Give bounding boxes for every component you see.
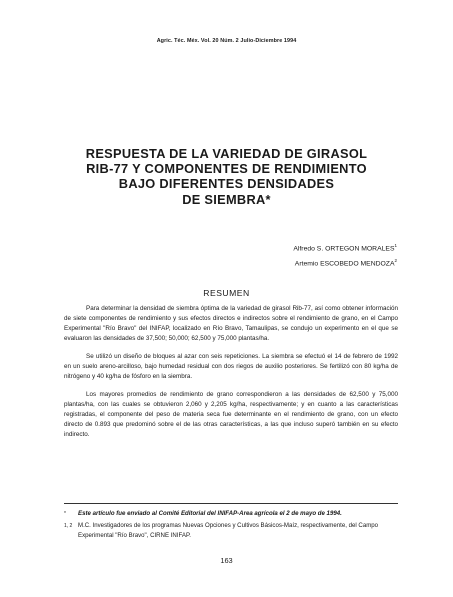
title-line: RIB-77 Y COMPONENTES DE RENDIMIENTO	[86, 161, 367, 177]
author	[293, 255, 397, 270]
author-name: Artemio ESCOBEDO MENDOZA	[294, 260, 395, 268]
author-mark: 2	[394, 257, 397, 263]
author-name: Alfredo S. ORTEGON MORALES	[293, 245, 395, 253]
journal-header: Agric. Téc. Méx. Vol. 20 Núm. 2 Julio-Diciembre 1994	[156, 38, 297, 44]
author	[293, 240, 397, 255]
footnote-text: Este artículo fue enviado al Comité Editorial del INIFAP-Area agrícola el 2 de mayo de 1994.	[78, 510, 342, 517]
title-line: RESPUESTA DE LA VARIEDAD DE GIRASOL	[85, 146, 368, 161]
title-line: DE SIEMBRA*	[182, 191, 271, 207]
footnote-mark: *	[64, 511, 66, 517]
author-list	[293, 240, 397, 270]
author-mark: 1	[394, 243, 397, 248]
abstract-paragraph: Se utilizó un diseño de bloques al azar con seis repeticiones. La siembra se efectuó el 14 de febrero de 1992 en un suelo areno-arcilloso, bajo humedad residual con dos riegos de auxilio posteriores. Se fertilizó con 80 kg/ha de nitrógeno y 40 kg/ha de fósforo en la siembra.	[64, 352, 398, 381]
page-number: 163	[220, 556, 233, 565]
abstract-paragraph: Para determinar la densidad de siembra óptima de la variedad de girasol Rib-77, así como obtener información de siete componentes de rendimiento y sus efectos directos e indirectos sobre el rendimiento de grano, en el Campo Experimental "Río Bravo" del INIFAP, localizado en Río Bravo, Tamaulipas, se condujo un experimento en el que se evaluaron las densidades de 37,500; 50,000; 62,500 y 75,000 plantas/ha.	[64, 305, 398, 343]
article-title	[40, 146, 413, 207]
footnote-text: M.C. Investigadores de los programas Nuevas Opciones y Cultivos Básicos-Maíz, respectivamente, del Campo Experimental "Río Bravo", CIRNE INIFAP.	[78, 522, 379, 539]
abstract-body	[64, 304, 398, 448]
abstract-paragraph: Los mayores promedios de rendimiento de grano correspondieron a las densidades de 62,500 y 75,000 plantas/ha, con las cuales se obtuvieron 2,060 y 2,205 kg/ha, respectivamente; y en cuanto a las características registradas, el componente del peso de materia seca fue determinante en el rendimiento de grano, con un efecto directo de 0.893 que predominó sobre el de las otras características, a las que incluso superó también en su efecto indirecto.	[64, 390, 398, 439]
footnote-divider	[64, 503, 398, 504]
footnotes	[64, 509, 398, 543]
footnote-mark: 1, 2	[64, 523, 73, 529]
title-line: BAJO DIFERENTES DENSIDADES	[118, 176, 335, 192]
footnote	[64, 521, 398, 541]
footnote	[64, 509, 398, 519]
abstract-heading: RESUMEN	[203, 288, 250, 298]
